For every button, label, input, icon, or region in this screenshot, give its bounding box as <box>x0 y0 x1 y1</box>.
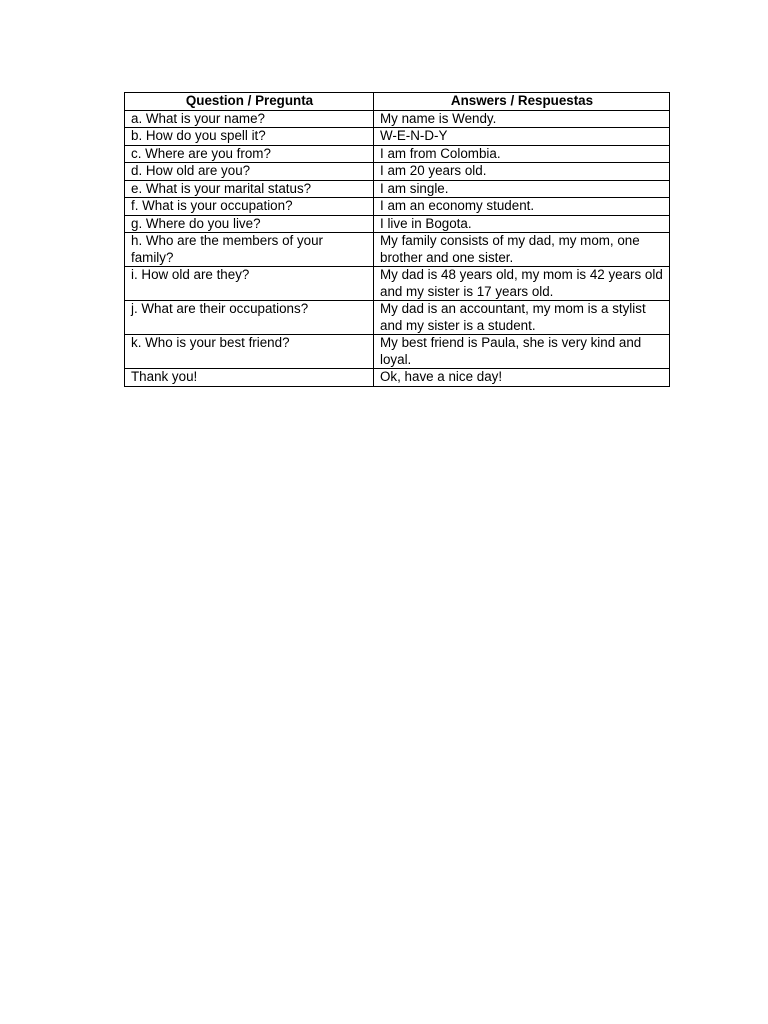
table-row <box>125 335 670 369</box>
table-row <box>125 163 670 181</box>
answer-cell: My best friend is Paula, she is very kind and loyal. <box>374 335 670 369</box>
question-cell: f. What is your occupation? <box>125 198 374 216</box>
table-row <box>125 110 670 128</box>
table-body <box>125 110 670 386</box>
table-row <box>125 369 670 387</box>
header-row <box>125 93 670 111</box>
table-row <box>125 198 670 216</box>
question-cell: g. Where do you live? <box>125 215 374 233</box>
table-row <box>125 180 670 198</box>
question-cell: i. How old are they? <box>125 267 374 301</box>
question-cell: h. Who are the members of your family? <box>125 233 374 267</box>
question-cell: c. Where are you from? <box>125 145 374 163</box>
table-row <box>125 145 670 163</box>
question-cell: j. What are their occupations? <box>125 301 374 335</box>
question-cell: d. How old are you? <box>125 163 374 181</box>
answer-cell: I am 20 years old. <box>374 163 670 181</box>
table-row <box>125 128 670 146</box>
answer-cell: I am from Colombia. <box>374 145 670 163</box>
table-row <box>125 267 670 301</box>
table-header <box>125 93 670 111</box>
interview-table <box>124 92 670 387</box>
answer-cell: My name is Wendy. <box>374 110 670 128</box>
answer-cell: Ok, have a nice day! <box>374 369 670 387</box>
answer-cell: My family consists of my dad, my mom, one brother and one sister. <box>374 233 670 267</box>
question-cell: k. Who is your best friend? <box>125 335 374 369</box>
question-cell: Thank you! <box>125 369 374 387</box>
answer-cell: My dad is 48 years old, my mom is 42 years old and my sister is 17 years old. <box>374 267 670 301</box>
answer-cell: My dad is an accountant, my mom is a stylist and my sister is a student. <box>374 301 670 335</box>
question-column-header: Question / Pregunta <box>125 93 374 111</box>
answer-cell: I am single. <box>374 180 670 198</box>
question-cell: a. What is your name? <box>125 110 374 128</box>
answer-cell: I live in Bogota. <box>374 215 670 233</box>
answer-cell: W-E-N-D-Y <box>374 128 670 146</box>
answer-cell: I am an economy student. <box>374 198 670 216</box>
table-row <box>125 301 670 335</box>
question-cell: e. What is your marital status? <box>125 180 374 198</box>
answer-column-header: Answers / Respuestas <box>374 93 670 111</box>
table-row <box>125 215 670 233</box>
question-cell: b. How do you spell it? <box>125 128 374 146</box>
table-row <box>125 233 670 267</box>
